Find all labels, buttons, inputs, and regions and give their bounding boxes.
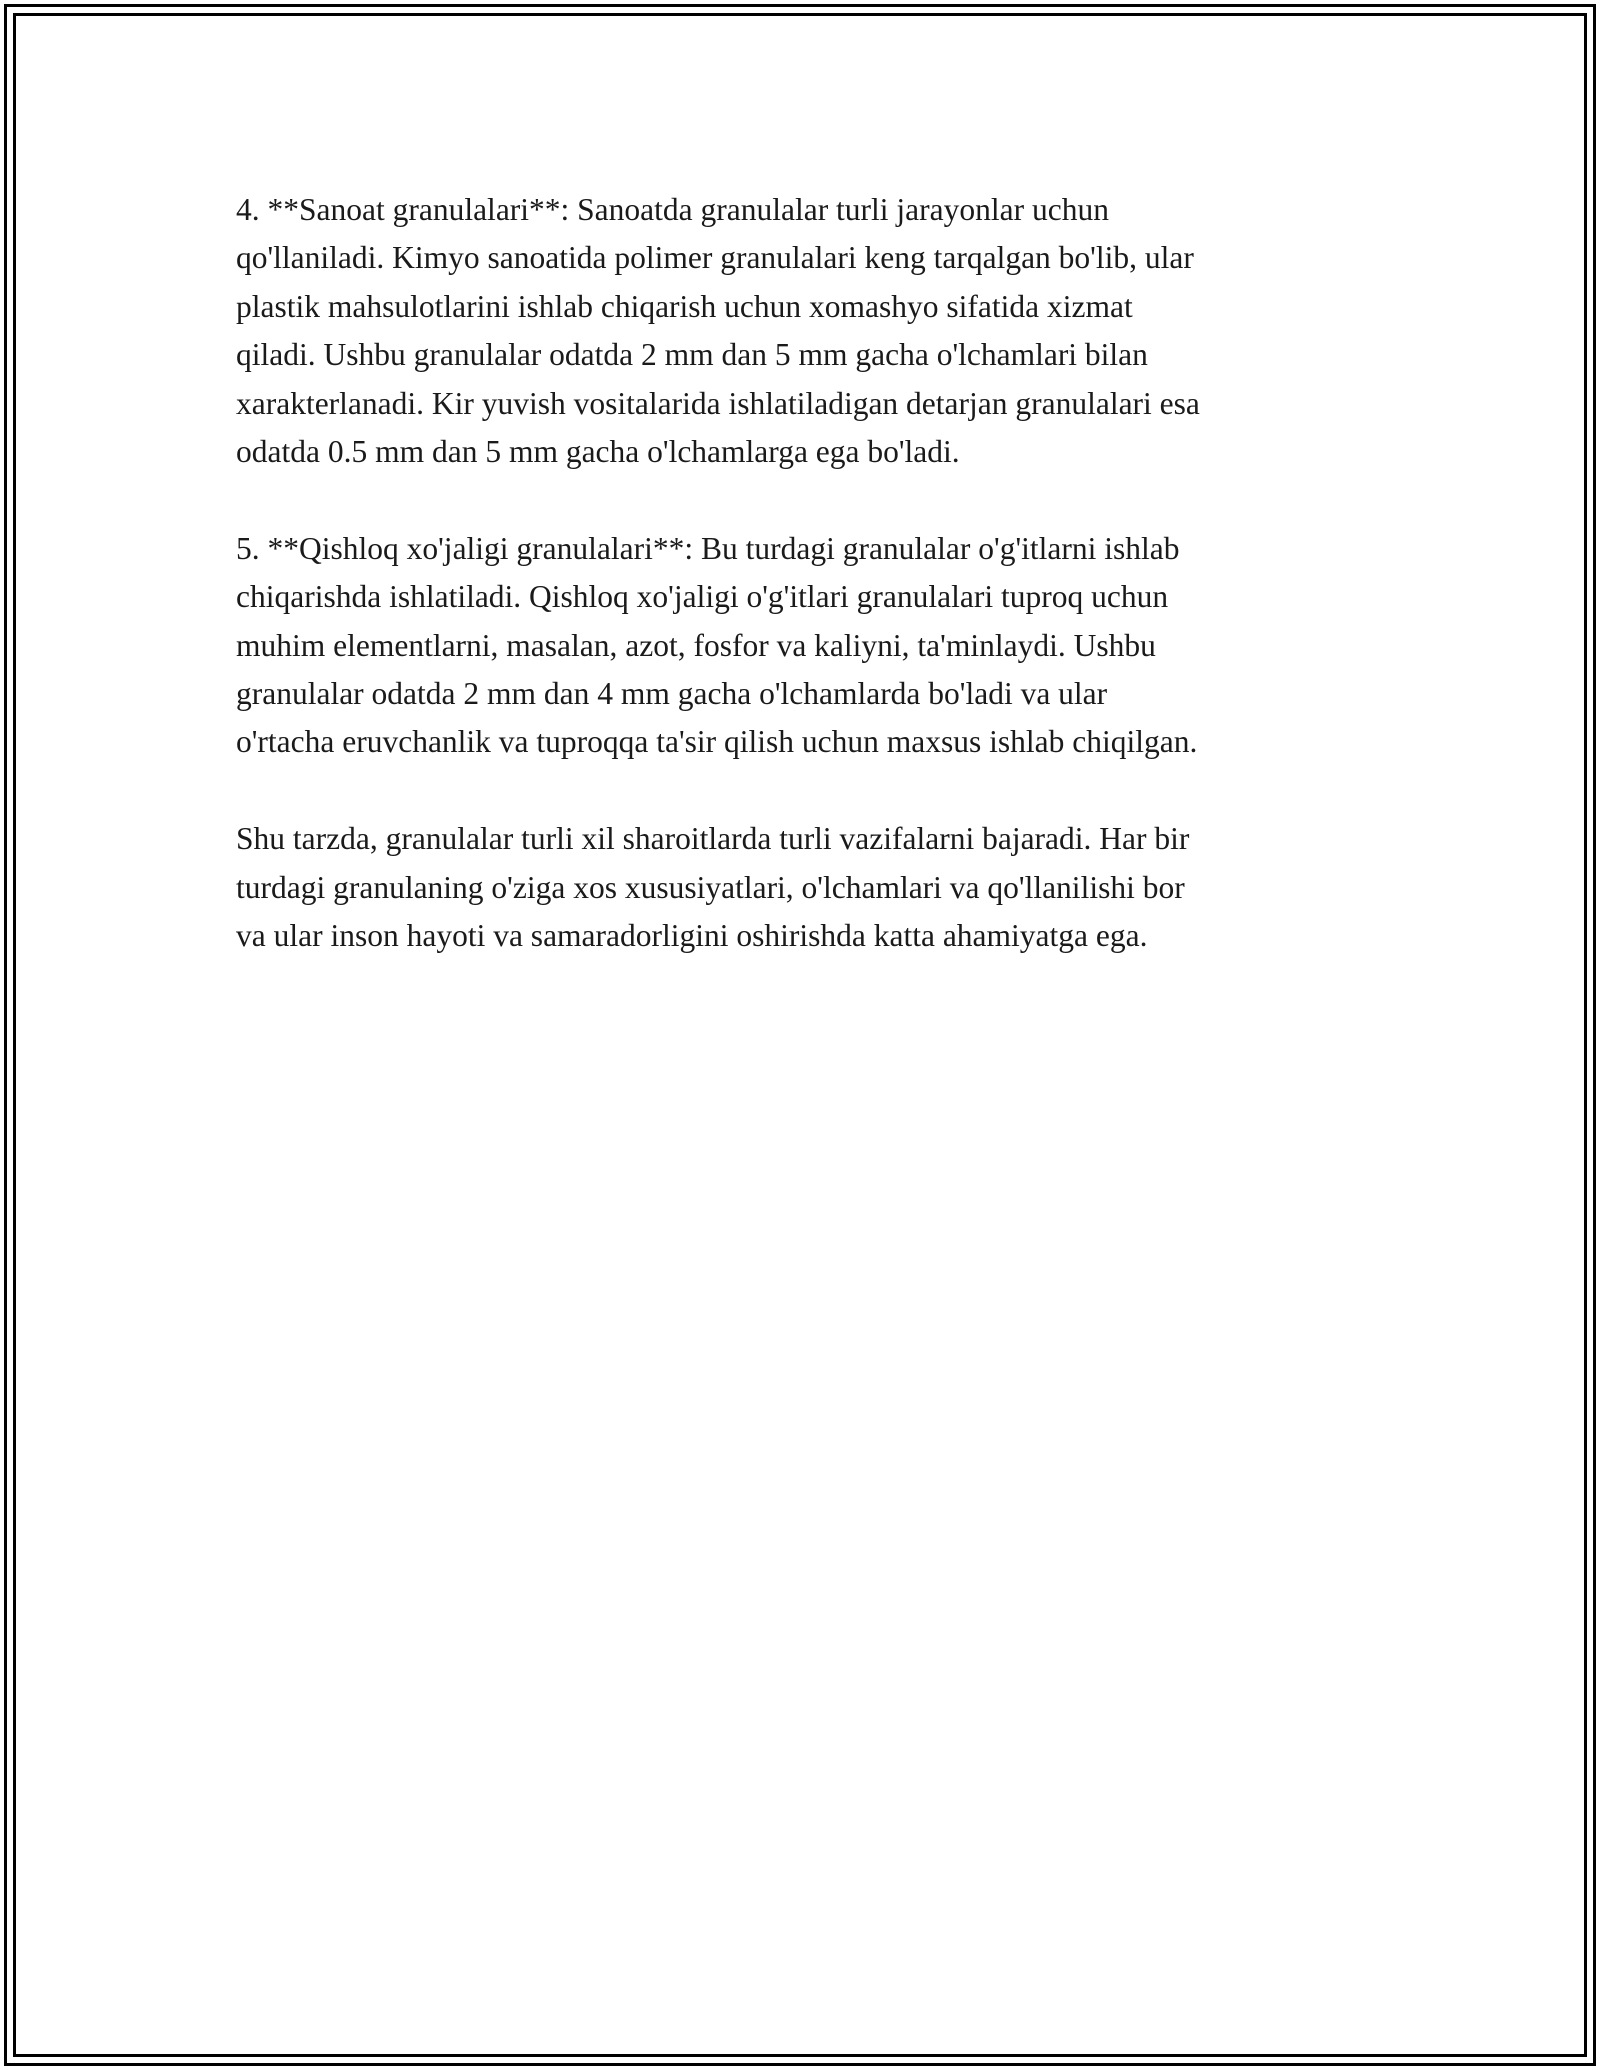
text-line: chiqarishda ishlatiladi. Qishloq xo'jaligi o'g'itlari granulalari tuproq uchun bbox=[236, 579, 1169, 615]
text-line: odatda 0.5 mm dan 5 mm gacha o'lchamlarga ega bo'ladi. bbox=[236, 434, 960, 470]
text-line: o'rtacha eruvchanlik va tuproqqa ta'sir qilish uchun maxsus ishlab chiqilgan. bbox=[236, 724, 1198, 760]
text-line: qo'llaniladi. Kimyo sanoatida polimer granulalari keng tarqalgan bo'lib, ular bbox=[236, 240, 1194, 276]
text-line: plastik mahsulotlarini ishlab chiqarish uchun xomashyo sifatida xizmat bbox=[236, 288, 1133, 324]
text-line: va ular inson hayoti va samaradorligini oshirishda katta ahamiyatga ega. bbox=[236, 918, 1148, 954]
document-body bbox=[236, 186, 1376, 960]
text-line: turdagi granulaning o'ziga xos xususiyatlari, o'lchamlari va qo'llanilishi bor bbox=[236, 869, 1185, 905]
paragraph-conclusion bbox=[236, 815, 1376, 960]
paragraph-industrial-granules bbox=[236, 186, 1376, 476]
text-line: xarakterlanadi. Kir yuvish vositalarida ishlatiladigan detarjan granulalari esa bbox=[236, 385, 1200, 421]
text-line: 5. **Qishloq xo'jaligi granulalari**: Bu turdagi granulalar o'g'itlarni ishlab bbox=[236, 530, 1180, 566]
text-line: muhim elementlarni, masalan, azot, fosfor va kaliyni, ta'minlaydi. Ushbu bbox=[236, 627, 1156, 663]
text-line: granulalar odatda 2 mm dan 4 mm gacha o'lchamlarda bo'ladi va ular bbox=[236, 676, 1108, 712]
text-line: 4. **Sanoat granulalari**: Sanoatda granulalar turli jarayonlar uchun bbox=[236, 192, 1109, 227]
paragraph-agricultural-granules bbox=[236, 525, 1376, 767]
text-line: Shu tarzda, granulalar turli xil sharoitlarda turli vazifalarni bajaradi. Har bir bbox=[236, 821, 1190, 857]
text-line: qiladi. Ushbu granulalar odatda 2 mm dan 5 mm gacha o'lchamlari bilan bbox=[236, 337, 1148, 373]
